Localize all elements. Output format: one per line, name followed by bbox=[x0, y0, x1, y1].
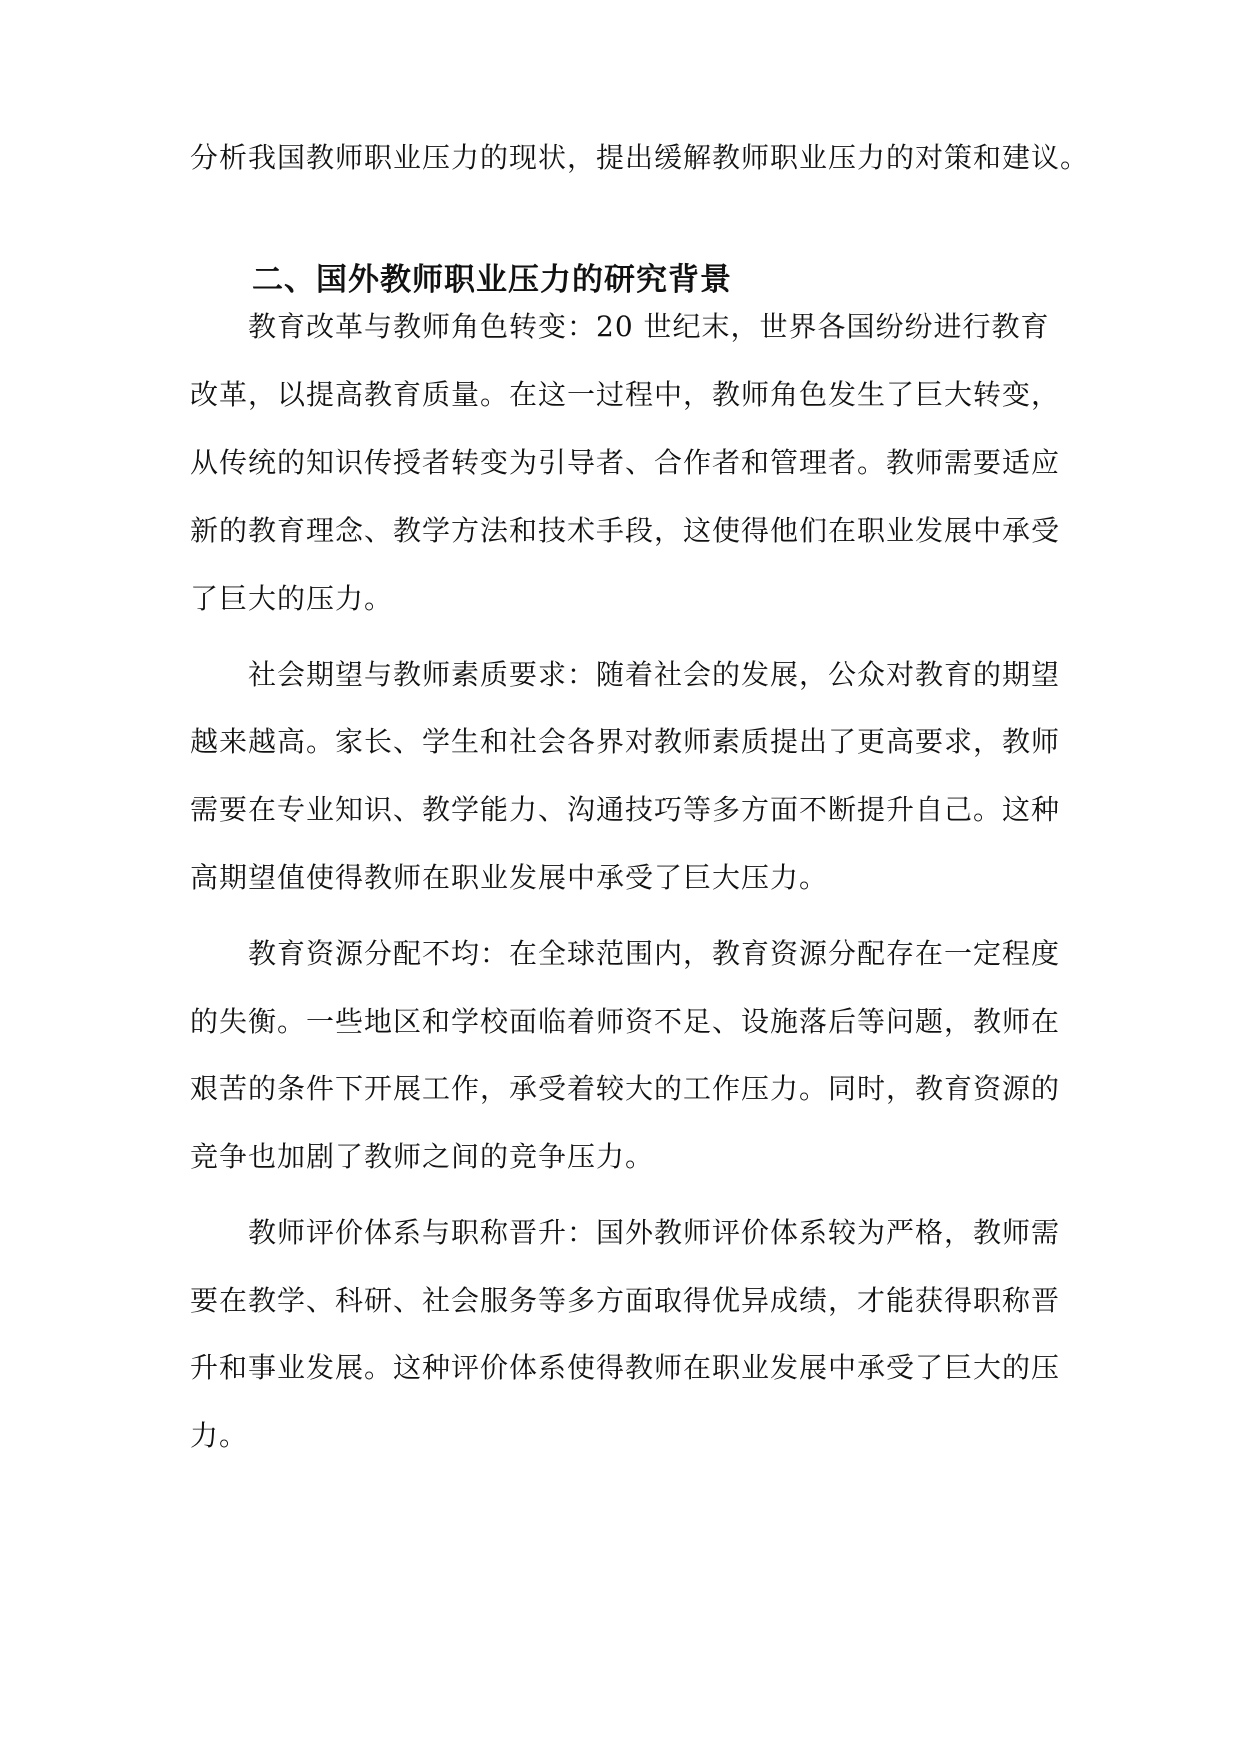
section-heading: 二、国外教师职业压力的研究背景 bbox=[252, 262, 732, 298]
intro-paragraph-line: 分析我国教师职业压力的现状，提出缓解教师职业压力的对策和建议。 bbox=[190, 141, 1090, 174]
paragraph-1-line-5: 了巨大的压力。 bbox=[190, 582, 394, 615]
paragraph-3-line-2: 的失衡。一些地区和学校面临着师资不足、设施落后等问题，教师在 bbox=[190, 1005, 1061, 1038]
paragraph-2-line-4: 高期望值使得教师在职业发展中承受了巨大压力。 bbox=[190, 861, 829, 894]
paragraph-2-line-3: 需要在专业知识、教学能力、沟通技巧等多方面不断提升自己。这种 bbox=[190, 793, 1061, 826]
paragraph-1-line-1: 教育改革与教师角色转变：20 世纪末，世界各国纷纷进行教育 bbox=[248, 310, 1050, 343]
paragraph-3-line-3: 艰苦的条件下开展工作，承受着较大的工作压力。同时，教育资源的 bbox=[190, 1072, 1061, 1105]
paragraph-4-line-1: 教师评价体系与职称晋升：国外教师评价体系较为严格，教师需 bbox=[248, 1216, 1061, 1249]
paragraph-1-line-4: 新的教育理念、教学方法和技术手段，这使得他们在职业发展中承受 bbox=[190, 514, 1061, 547]
paragraph-4-line-3: 升和事业发展。这种评价体系使得教师在职业发展中承受了巨大的压 bbox=[190, 1351, 1061, 1384]
paragraph-4-line-2: 要在教学、科研、社会服务等多方面取得优异成绩，才能获得职称晋 bbox=[190, 1284, 1061, 1317]
paragraph-2-line-1: 社会期望与教师素质要求：随着社会的发展，公众对教育的期望 bbox=[248, 658, 1061, 691]
paragraph-2-line-2: 越来越高。家长、学生和社会各界对教师素质提出了更高要求，教师 bbox=[190, 725, 1061, 758]
paragraph-3-line-1: 教育资源分配不均：在全球范围内，教育资源分配存在一定程度 bbox=[248, 937, 1061, 970]
paragraph-1-line-2: 改革，以提高教育质量。在这一过程中，教师角色发生了巨大转变， bbox=[190, 378, 1061, 411]
paragraph-3-line-4: 竞争也加剧了教师之间的竞争压力。 bbox=[190, 1140, 655, 1173]
paragraph-1-line-3: 从传统的知识传授者转变为引导者、合作者和管理者。教师需要适应 bbox=[190, 446, 1061, 479]
paragraph-4-line-4: 力。 bbox=[190, 1419, 249, 1452]
